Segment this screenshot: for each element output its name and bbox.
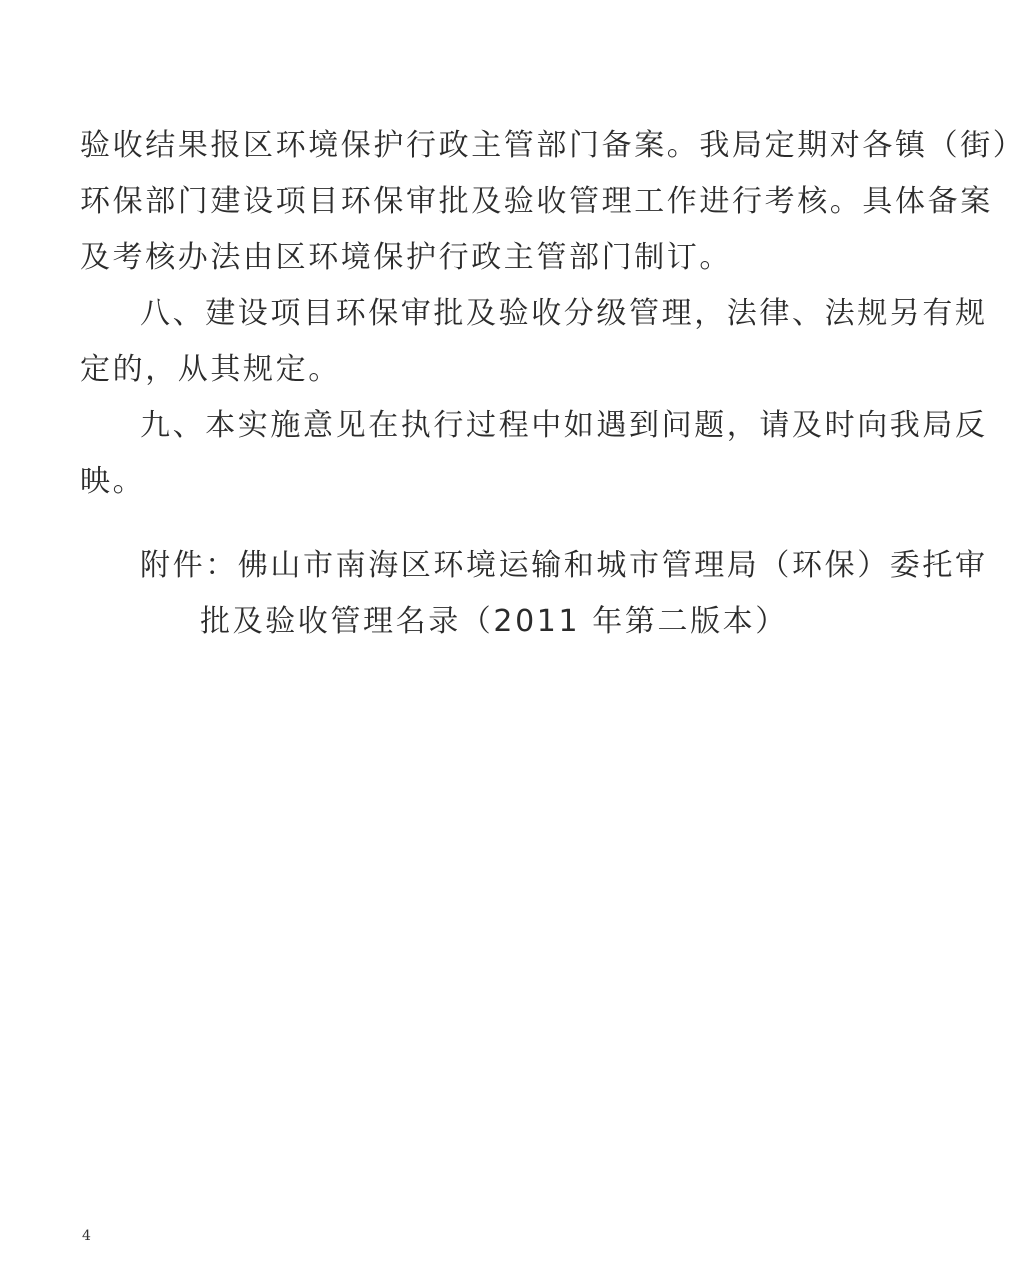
attachment-line: 批及验收管理名录（2011 年第二版本） bbox=[200, 604, 788, 639]
clause-8-line: 八、建设项目环保审批及验收分级管理，法律、法规另有规 bbox=[140, 296, 988, 331]
clause-9-line: 九、本实施意见在执行过程中如遇到问题，请及时向我局反 bbox=[140, 408, 988, 443]
paragraph-line: 验收结果报区环境保护行政主管部门备案。我局定期对各镇（街） bbox=[80, 128, 1025, 163]
paragraph-line: 及考核办法由区环境保护行政主管部门制订。 bbox=[80, 240, 732, 275]
clause-9-line: 映。 bbox=[80, 464, 146, 499]
page-number: 4 bbox=[82, 1228, 91, 1244]
paragraph-line: 环保部门建设项目环保审批及验收管理工作进行考核。具体备案 bbox=[80, 184, 993, 219]
clause-8-line: 定的，从其规定。 bbox=[80, 352, 341, 387]
attachment-line: 附件：佛山市南海区环境运输和城市管理局（环保）委托审 bbox=[140, 548, 988, 583]
